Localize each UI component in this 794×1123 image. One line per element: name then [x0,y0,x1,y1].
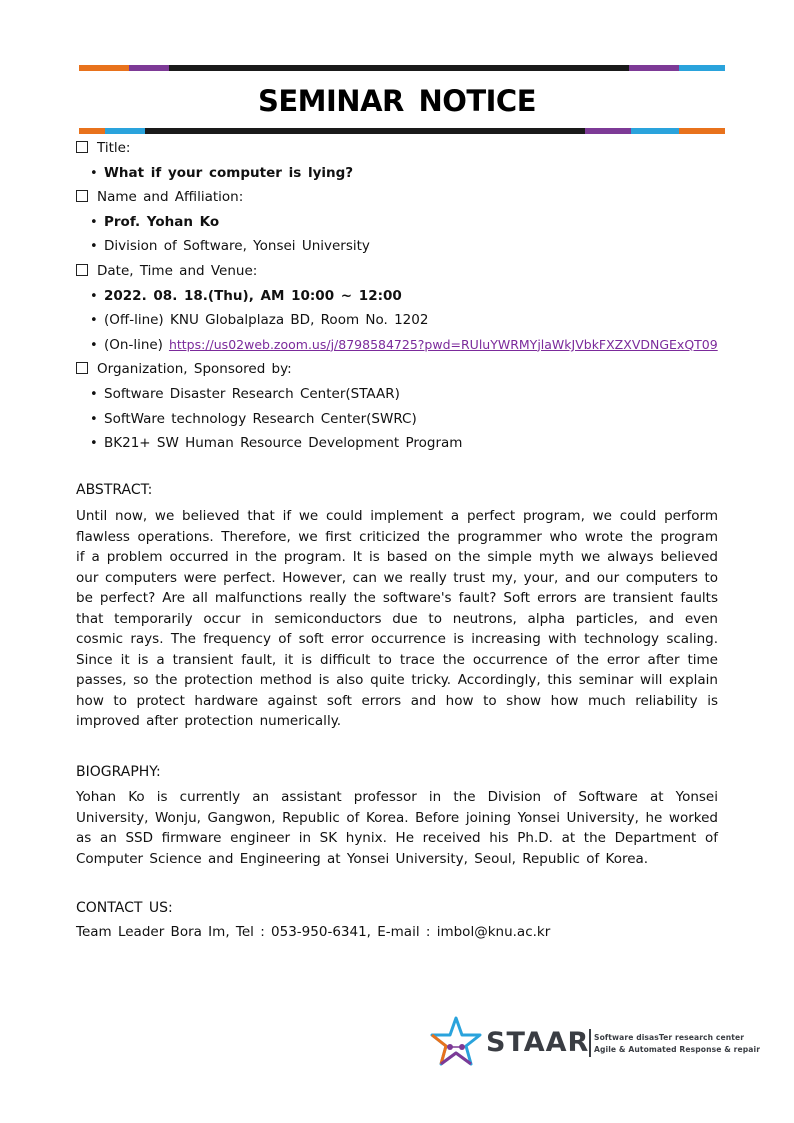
bullet-icon: • [90,288,98,304]
offline-venue-row [76,308,736,333]
checkbox-icon [76,141,88,153]
seminar-info [76,136,736,456]
logo-tagline-1: Software disasTer research center [594,1033,745,1042]
affiliation-row [76,234,736,259]
org-label: Organization, Sponsored by: [97,361,292,378]
contact-heading: CONTACT US: [76,900,173,916]
date-row [76,284,736,309]
list-item [76,407,736,432]
title-label: Title: [97,140,131,156]
abstract-text: Until now, we believed that if we could implement a perfect program, we could perform flawless operations. Therefore, we first criticized the programmer who wrote the program if a problem occurred in the program. It is based on the simple myth we always believed our computers were perfect. However, can we really trust my, your, and our computers to be perfect? Are all malfunctions really the software's fault? Soft errors are transient faults that temporarily occur in semiconductors due to neutrons, alpha particles, and even cosmic rays. The frequency of soft error occurrence is increasing with technology scaling. Since it is a transient fault, it is difficult to trace the occurrence of the error after time passes, so the protection method is also quite tricky. Accordingly, this seminar will explain how to protect hardware against soft errors and how to show how much reliability is improved after protection numerically. [76,508,718,729]
staar-logo [428,1015,761,1067]
contact-text: Team Leader Bora Im, Tel : 053-950-6341, E-mail : imbol@knu.ac.kr [76,924,551,940]
sponsor-swrc: SoftWare technology Research Center(SWRC) [104,410,417,427]
online-venue-row [76,333,736,358]
header-bar-bottom [79,128,725,134]
checkbox-icon [76,264,88,276]
header-bar-top [79,65,725,71]
bullet-icon: • [90,214,98,230]
name-label-row [76,185,736,210]
sponsor-bk21: BK21+ SW Human Resource Development Program [104,435,463,452]
speaker-name: Prof. Yohan Ko [104,213,220,230]
bullet-icon: • [90,436,98,452]
abstract-heading: ABSTRACT: [76,482,153,498]
speaker-row [76,210,736,235]
date-label: Date, Time and Venue: [97,262,258,279]
org-label-row [76,357,736,382]
biography-heading: BIOGRAPHY: [76,764,161,780]
star-icon [428,1015,484,1067]
checkbox-icon [76,190,88,202]
list-item [76,382,736,407]
offline-venue: (Off-line) KNU Globalplaza BD, Room No. 1202 [104,312,429,329]
bullet-icon: • [90,386,98,402]
sponsor-staar: Software Disaster Research Center(STAAR) [104,385,400,402]
title-value-row [76,161,736,186]
date-label-row [76,259,736,284]
list-item [76,431,736,456]
biography-text: Yohan Ko is currently an assistant professor in the Division of Software at Yonsei University, Wonju, Gangwon, Republic of Korea. Before joining Yonsei University, he worked as an SSD firmware engineer in SK hynix. He received his Ph.D. at the Department of Computer Science and Engineering at Yonsei University, Seoul, Republic of Korea. [76,789,718,867]
page-title: SEMINAR NOTICE [257,84,537,118]
bullet-icon: • [90,239,98,255]
speaker-affiliation: Division of Software, Yonsei University [104,238,370,255]
bullet-icon: • [90,165,98,181]
bullet-icon: • [90,313,98,329]
bullet-icon: • [90,337,98,353]
checkbox-icon [76,362,88,374]
zoom-link[interactable]: https://us02web.zoom.us/j/8798584725?pwd=RUluYWRMYjlaWkJVbkFXZXVDNGExQT09 [168,336,718,352]
logo-wordmark: STAAR [486,1027,590,1058]
seminar-title: What if your computer is lying? [104,164,354,181]
seminar-date: 2022. 08. 18.(Thu), AM 10:00 ~ 12:00 [104,287,402,304]
logo-tagline-2: Agile & Automated Response & repair [594,1045,761,1054]
name-label: Name and Affiliation: [97,189,244,206]
logo-divider [589,1029,591,1057]
title-label-row [76,136,736,161]
bullet-icon: • [90,411,98,427]
online-label: (On-line) [104,336,163,353]
